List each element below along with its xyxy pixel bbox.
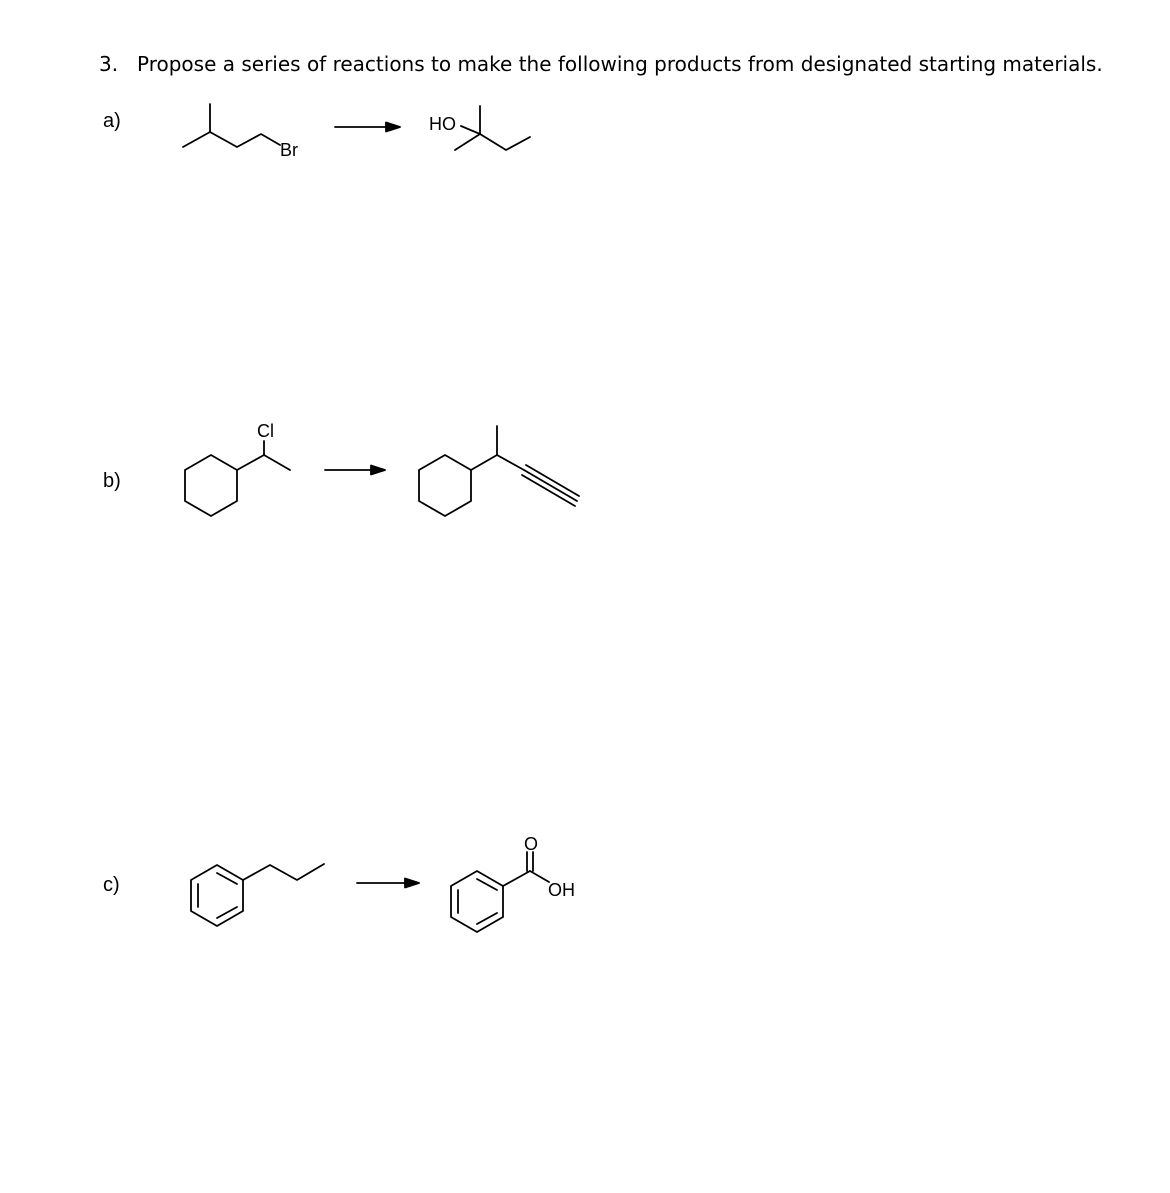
part-c-product (451, 834, 575, 932)
question-prompt: Propose a series of reactions to make the following products from designated starting materials. (137, 52, 1103, 76)
part-c-starting-material (191, 864, 324, 926)
part-b-reaction-arrow (325, 466, 385, 475)
carboxyl-hydroxyl-label: OH (548, 880, 575, 900)
part-c-reaction-arrow (357, 879, 419, 888)
part-b-starting-material (185, 421, 290, 516)
part-c-label: c) (103, 874, 120, 896)
part-b-label: b) (103, 470, 121, 492)
part-a-product (429, 106, 530, 150)
hydroxyl-label: HO (429, 114, 456, 134)
question-number: 3. (99, 52, 119, 76)
chlorine-atom-label: Cl (257, 421, 274, 441)
part-a-reaction-arrow (335, 123, 400, 132)
part-a-starting-material (183, 104, 298, 160)
carbonyl-oxygen-label: O (524, 834, 539, 854)
part-a-label: a) (103, 110, 121, 132)
part-b-product (419, 426, 579, 516)
bromine-atom-label: Br (280, 140, 298, 160)
